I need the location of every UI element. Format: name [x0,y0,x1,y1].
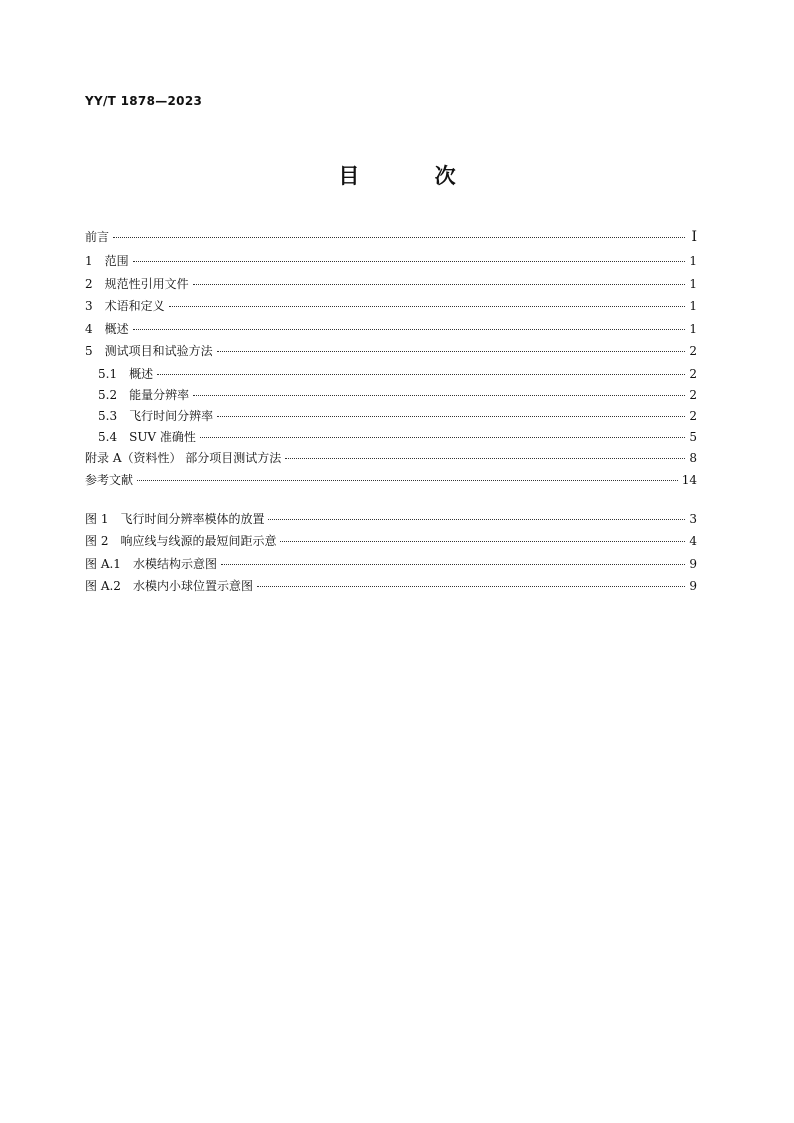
toc-entry-overview[interactable] [85,320,697,343]
dot-leader [133,329,685,330]
figure-entry-page: 3 [689,511,697,526]
figure-entry-a2[interactable] [85,577,697,600]
dot-leader [217,351,685,352]
toc-entry-page: 2 [689,408,697,423]
dot-leader [137,480,678,481]
figure-entry-2[interactable] [85,532,697,555]
toc-entry-number: 5.4 [98,429,118,444]
toc-subentry-overview[interactable] [85,365,697,386]
toc-entry-number: 5.1 [98,366,118,381]
toc-title: 目 次 [338,164,490,188]
dot-leader [133,261,685,262]
toc-entry-page: 2 [689,387,697,402]
table-of-contents [85,228,697,600]
toc-entry-scope[interactable] [85,252,697,275]
toc-subentry-energy-resolution[interactable] [85,386,697,407]
dot-leader [217,416,685,417]
dot-leader [200,437,685,438]
toc-entry-label: 测试项目和试验方法 [104,344,213,358]
figure-entry-a1[interactable] [85,555,697,578]
toc-entry-label: 能量分辨率 [129,387,190,402]
toc-entry-label: 规范性引用文件 [104,276,189,291]
figure-entry-page: 9 [689,556,697,571]
toc-entry-normative-references[interactable] [85,275,697,298]
toc-entry-label: 前言 [85,230,110,244]
figure-entry-label: 响应线与线源的最短间距示意 [120,534,277,548]
toc-entry-page: 2 [689,366,697,381]
toc-entry-test-items[interactable] [85,342,697,365]
toc-entry-label: 飞行时间分辨率 [129,408,214,423]
toc-entry-page: 1 [689,299,697,313]
dot-leader [221,564,685,565]
toc-entry-appendix-a[interactable] [85,449,697,472]
dot-leader [193,284,685,285]
toc-entry-terms-definitions[interactable] [85,297,697,320]
toc-entry-page: 1 [689,254,697,268]
dot-leader [285,458,685,459]
figure-entry-number: 图 1 [85,511,109,526]
toc-subentry-suv-accuracy[interactable] [85,428,697,449]
dot-leader [157,374,685,375]
figure-entry-label: 水模内小球位置示意图 [132,579,253,593]
toc-entry-page: 2 [689,344,697,358]
toc-entry-label: 参考文献 [85,473,134,487]
figure-entry-number: 图 A.1 [85,556,121,571]
toc-entry-label: 术语和定义 [104,299,165,313]
toc-entry-page: 1 [689,321,697,336]
toc-entry-number: 5.3 [98,408,118,423]
toc-entry-label: 概述 [104,321,129,336]
figure-entry-number: 图 A.2 [85,579,121,593]
dot-leader [257,586,685,587]
toc-entry-page: 8 [689,450,697,465]
figure-entry-page: 9 [689,579,697,593]
figure-entry-page: 4 [689,534,697,548]
toc-entry-page: 14 [681,473,697,487]
toc-entry-page: I [691,229,697,245]
figure-entry-label: 水模结构示意图 [132,556,217,571]
figure-entry-label: 飞行时间分辨率模体的放置 [120,511,265,526]
figure-entry-1[interactable] [85,510,697,533]
toc-entry-label: 附录 A（资料性） 部分项目测试方法 [85,450,282,465]
figure-entry-number: 图 2 [85,534,109,548]
dot-leader [113,237,685,238]
toc-entry-number: 5 [85,344,93,358]
toc-entry-foreword[interactable] [85,228,697,252]
toc-entry-page: 5 [689,429,697,444]
toc-entry-number: 1 [85,254,93,268]
dot-leader [268,519,685,520]
toc-entry-number: 4 [85,321,93,336]
toc-entry-number: 2 [85,276,93,291]
document-code: YY/T 1878—2023 [85,94,203,108]
toc-entry-label: 范围 [104,254,129,268]
toc-entry-number: 3 [85,299,93,313]
dot-leader [280,541,685,542]
toc-entry-page: 1 [689,276,697,291]
dot-leader [193,395,685,396]
toc-entry-label: 概述 [129,366,154,381]
toc-entry-label: SUV 准确性 [129,429,196,444]
dot-leader [169,306,685,307]
toc-entry-bibliography[interactable] [85,471,697,494]
toc-entry-number: 5.2 [98,387,118,402]
toc-subentry-tof-resolution[interactable] [85,407,697,428]
